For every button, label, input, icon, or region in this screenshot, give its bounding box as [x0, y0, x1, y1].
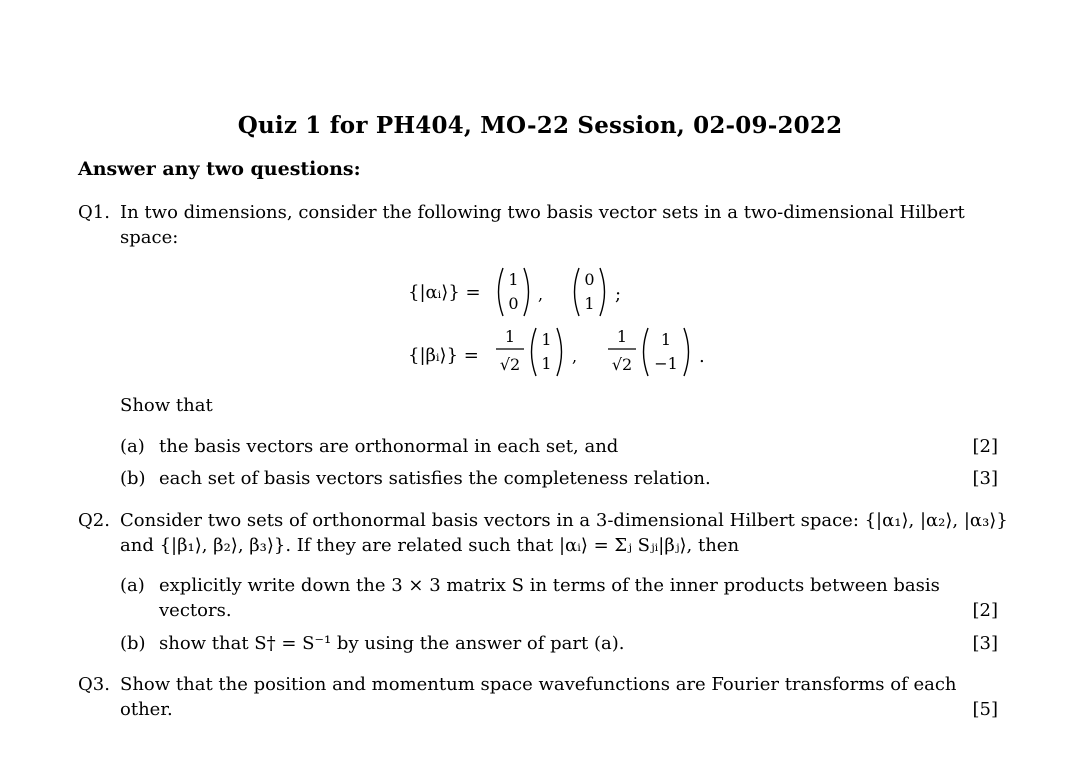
eq1-v2-bottom: 1	[584, 294, 595, 313]
eq1-sep: ,	[538, 285, 544, 304]
eq1-lhs: {|αᵢ⟩} =	[408, 282, 481, 303]
eq2-frac2-num: 1	[616, 327, 628, 346]
q2-line1: Consider two sets of orthonormal basis vectors in a 3-dimensional Hilbert space: {|α₁⟩, |α₂⟩, |α₃⟩}	[120, 510, 1008, 531]
q3-line1: Show that the position and momentum space wavefunctions are Fourier transforms of each	[120, 674, 957, 695]
q2-part-a-text2: vectors.	[159, 600, 232, 621]
q1-part-b-text: each set of basis vectors satisfies the completeness relation.	[159, 468, 711, 489]
q3-line2: other.	[120, 699, 173, 720]
eq2-v2-top: 1	[660, 330, 672, 349]
instruction: Answer any two questions:	[78, 158, 361, 180]
q2-number: Q2.	[78, 510, 110, 531]
q3-number: Q3.	[78, 674, 110, 695]
q1-line2: space:	[120, 227, 179, 248]
q1-number: Q1.	[78, 202, 110, 223]
eq2-v1-bottom: 1	[541, 354, 552, 373]
q1-part-a-label: (a)	[120, 436, 145, 457]
q3-mark: [5]	[972, 699, 998, 720]
page-title: Quiz 1 for PH404, MO-22 Session, 02-09-2022	[237, 112, 843, 139]
q2-part-a-label: (a)	[120, 575, 145, 596]
eq2-sep: ,	[572, 347, 578, 366]
eq1-end: ;	[615, 284, 622, 305]
eq2-lhs: {|βᵢ⟩} =	[408, 345, 479, 366]
q2-part-b-label: (b)	[120, 633, 146, 654]
q1-part-a-text: the basis vectors are orthonormal in each set, and	[159, 436, 619, 457]
eq2-end: .	[699, 346, 705, 367]
eq2-v2-bottom: −1	[654, 354, 678, 373]
q1-part-b-mark: [3]	[972, 468, 998, 489]
eq2-v1-top: 1	[541, 330, 552, 349]
q2-part-a-mark: [2]	[972, 600, 998, 621]
eq1-v1-bottom: 0	[508, 294, 519, 313]
q1-show-that: Show that	[120, 395, 213, 416]
q1-line1: In two dimensions, consider the following two basis vector sets in a two-dimensional Hilbert	[120, 202, 965, 223]
q1-part-a-mark: [2]	[972, 436, 998, 457]
eq2-vectors	[494, 322, 724, 382]
eq1-vectors	[494, 264, 654, 320]
eq2-frac2-den: √2	[611, 355, 633, 374]
eq1-v2-top: 0	[584, 270, 595, 289]
eq2-frac1-num: 1	[504, 327, 516, 346]
q2-part-a-text: explicitly write down the 3 × 3 matrix S in terms of the inner products between basis	[159, 575, 940, 596]
q2-part-b-text: show that S† = S⁻¹ by using the answer of part (a).	[159, 633, 625, 654]
eq1-v1-top: 1	[508, 270, 519, 289]
q2-part-b-mark: [3]	[972, 633, 998, 654]
q1-part-b-label: (b)	[120, 468, 146, 489]
eq2-frac1-den: √2	[499, 355, 521, 374]
q2-line2: and {|β₁⟩, β₂⟩, β₃⟩}. If they are related such that |αᵢ⟩ = Σⱼ Sⱼᵢ|βⱼ⟩, then	[120, 535, 740, 556]
